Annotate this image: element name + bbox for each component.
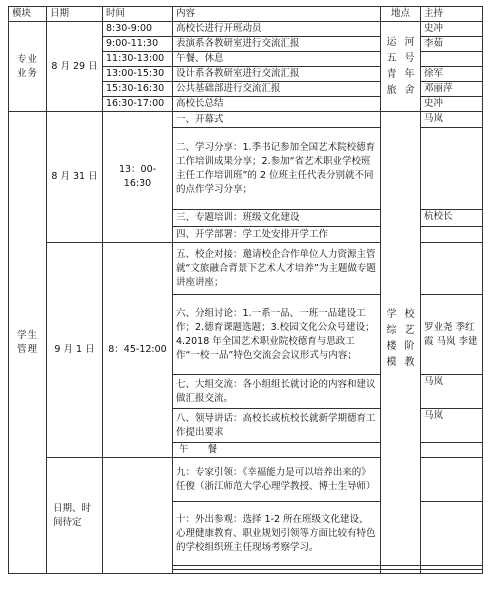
location-char: 运 <box>386 36 397 48</box>
location-char: 楼 <box>386 340 397 352</box>
header-host: 主持 <box>421 7 483 22</box>
host-cell: 马岚 <box>421 409 483 443</box>
content-cell: 表演系各教研室进行交流汇报 <box>173 37 381 52</box>
content-cell: 一、开幕式 <box>173 112 381 128</box>
time-cell: 13:00-15:30 <box>103 67 173 82</box>
time-cell: 15:30-16:30 <box>103 82 173 97</box>
header-time: 时间 <box>103 7 173 22</box>
content-cell: 设计系各教研室进行交流汇报 <box>173 67 381 82</box>
location-char: 校 <box>404 308 415 320</box>
content-cell: 六、分组讨论：1.一系一品、一班一品建设工作；2.德育课题选题；3.校园文化公众号建设；4.2018 年全国艺术职业院校德育与思政工作“一校一品”特色交流会会议形式与内容； <box>173 295 381 375</box>
location-char: 舍 <box>404 84 415 96</box>
location-char: 号 <box>404 52 415 64</box>
host-cell: 罗业尧 季红霞 马岚 李建 <box>421 295 483 375</box>
date-cell: 8 月 29 日 <box>47 22 103 112</box>
time-cell: 13：00-16:30 <box>103 112 173 243</box>
location-char: 旅 <box>386 84 397 96</box>
header-row <box>9 7 483 22</box>
module-name: 专业业务 <box>9 22 47 112</box>
time-cell: 8:30-9:00 <box>103 22 173 37</box>
time-cell: 9:00-11:30 <box>103 37 173 52</box>
location-char: 模 <box>386 356 397 368</box>
host-cell <box>421 570 483 574</box>
table-row <box>9 112 483 128</box>
location-cell <box>381 570 421 574</box>
location-char: 学 <box>386 308 397 320</box>
time-cell: 8：45-12:00 <box>103 243 173 458</box>
content-cell: 八、领导讲话：高校长或杭校长就新学期德育工作提出要求 <box>173 409 381 443</box>
content-cell <box>173 570 381 574</box>
host-cell <box>421 227 483 243</box>
host-cell <box>421 443 483 458</box>
content-cell: 三、专题培训：班级文化建设 <box>173 210 381 227</box>
location-char: 艺 <box>404 324 415 336</box>
location-char: 年 <box>404 68 415 80</box>
module-name: 学生管理 <box>9 112 47 574</box>
host-cell: 马岚 <box>421 112 483 128</box>
host-cell: 杭校长 <box>421 210 483 227</box>
header-location: 地点 <box>381 7 421 22</box>
host-cell: 马岚 <box>421 375 483 409</box>
host-cell: 史冲 <box>421 97 483 112</box>
schedule-sheet <box>8 6 482 602</box>
host-cell: 徐军 <box>421 67 483 82</box>
location-char: 五 <box>386 52 397 64</box>
content-cell: 七、大组交流：各小组组长就讨论的内容和建议做汇报交流。 <box>173 375 381 409</box>
content-cell: 九：专家引领：《幸福能力是可以培养出来的》任俊（浙江师范大学心理学教授、博士生导师） <box>173 458 381 502</box>
host-cell: 李茹 <box>421 37 483 52</box>
header-content: 内容 <box>173 7 381 22</box>
host-cell <box>421 502 483 566</box>
header-module: 模块 <box>9 7 47 22</box>
content-cell: 四、开学部署：学工处安排开学工作 <box>173 227 381 243</box>
time-cell: 11:30-13:00 <box>103 52 173 67</box>
content-cell: 高校长总结 <box>173 97 381 112</box>
location-char: 综 <box>386 324 397 336</box>
content-cell: 五、校企对接：邀请校企合作单位人力资源主管就“文旅融合背景下艺术人才培养”为主题做专题讲座讲座； <box>173 243 381 295</box>
host-cell: 史冲 <box>421 22 483 37</box>
time-cell: 16:30-17:00 <box>103 97 173 112</box>
host-cell <box>421 243 483 295</box>
location-char: 青 <box>386 68 397 80</box>
content-cell: 公共基础部进行交流汇报 <box>173 82 381 97</box>
header-date: 日期 <box>47 7 103 22</box>
date-cell: 日期、时间待定 <box>47 458 103 574</box>
host-cell <box>421 128 483 210</box>
content-cell: 午餐、休息 <box>173 52 381 67</box>
location-char: 教 <box>404 356 415 368</box>
date-cell: 9 月 1 日 <box>47 243 103 458</box>
location-cell <box>381 22 421 112</box>
location-char: 阶 <box>404 340 415 352</box>
lunch-cell: 午 餐 <box>173 443 381 458</box>
host-cell <box>421 52 483 67</box>
date-cell: 8 月 31 日 <box>47 112 103 243</box>
host-cell <box>421 458 483 502</box>
table-row <box>9 22 483 37</box>
content-cell: 二、学习分享：1.季书记参加全国艺术院校德育工作培训成果分享；2.参加“省艺术职业学校班主任工作培训班”的 2 位班主任代表分别就不同的点作学习分享； <box>173 128 381 210</box>
host-cell: 邓丽萍 <box>421 82 483 97</box>
schedule-table <box>8 6 483 574</box>
content-cell: 高校长进行开班动员 <box>173 22 381 37</box>
location-cell <box>381 112 421 566</box>
location-char: 河 <box>404 36 415 48</box>
time-cell <box>103 458 173 574</box>
content-cell: 十：外出参观：选择 1-2 所在班级文化建设、心理健康教育、职业规划引领等方面比较有特色的学校组织班主任现场考察学习。 <box>173 502 381 566</box>
